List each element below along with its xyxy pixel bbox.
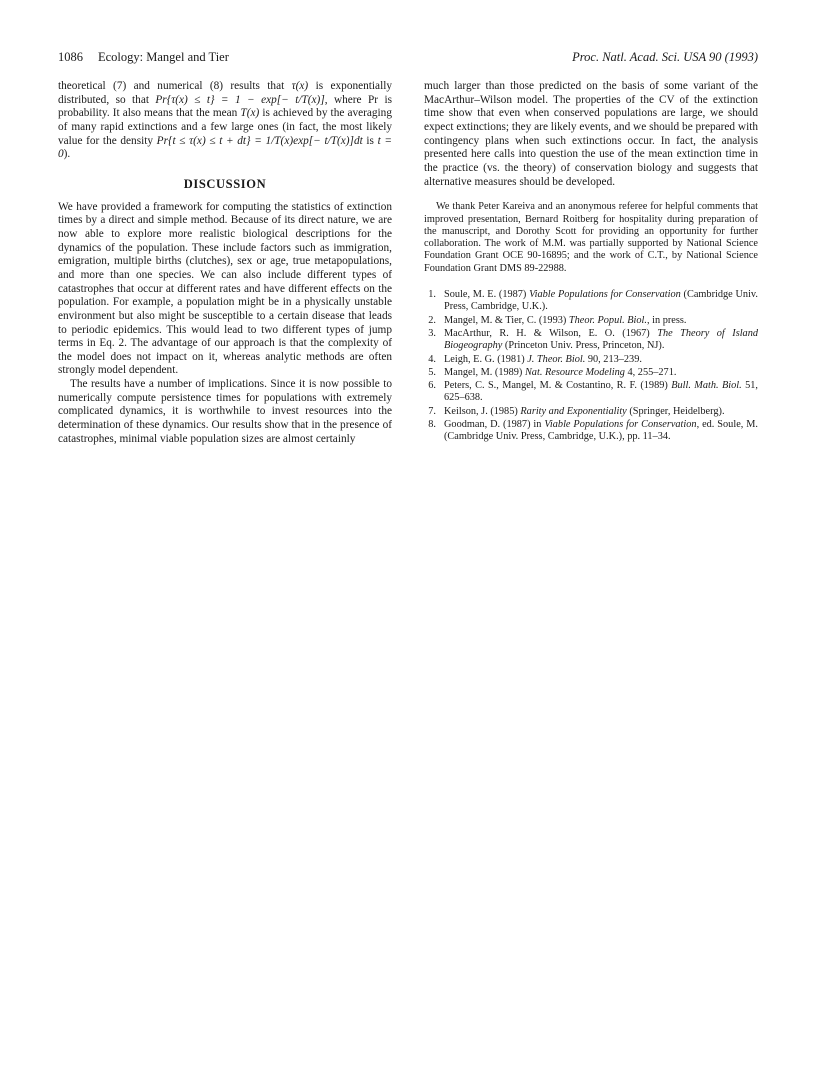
math-density: Pr{t ≤ τ(x) ≤ t + dt} = 1/T(x)exp[− t/T(x)]dt — [156, 134, 363, 147]
right-column — [424, 80, 758, 445]
math-tau: τ(x) — [291, 80, 309, 92]
implications-paragraph: The results have a number of implications. Since it is now possible to numerically compute persistence times for populations with extremely complicated dynamics, it is worthwhile to invest resources into the determination of these dynamics. Our results show that in the presence of catastrophes, minimal viable population sizes are almost certainly — [58, 378, 392, 445]
reference-item: 7. Keilson, J. (1985) Rarity and Exponentiality (Springer, Heidelberg). — [428, 405, 725, 417]
page-number: 1086 — [58, 50, 83, 64]
reference-item: 8. Goodman, D. (1987) in Viable Populations for Conservation, ed. Soule, M. (Cambridge Univ. Press, Cambridge, U.K.), pp. 11–34. — [428, 419, 758, 443]
reference-item: 6. Peters, C. S., Mangel, M. & Costantino, R. F. (1989) Bull. Math. Biol. 51, 625–638. — [428, 380, 758, 404]
discussion-heading: DISCUSSION — [183, 176, 267, 191]
reference-item: 1. Soule, M. E. (1987) Viable Populations for Conservation (Cambridge Univ. Press, Cambridge, U.K.). — [428, 289, 758, 313]
acknowledgments: We thank Peter Kareiva and an anonymous referee for helpful comments that improved presentation, Bernard Roitberg for hospitality during preparation of the manuscript, and Dorothy Scott for providing an opportunity for further collaboration. The work of M.M. was partially supported by National Science Foundation Grant OCE 90-16895; and the work of C.T., by National Science Foundation Grant DMS 89-22988. — [424, 201, 758, 274]
reference-item: 4. Leigh, E. G. (1981) J. Theor. Biol. 90, 213–239. — [428, 353, 642, 365]
continuation-paragraph: much larger than those predicted on the basis of some variant of the MacArthur–Wilson model. The properties of the CV of the extinction time show that even when conserved populations are large, we should expect extinctions; they are likely events, and we should be prepared with contingency plans when such extinctions occur. In fact, the analysis presented here calls into question the use of the mean extinction time in the practice (vs. the theory) of conservation biology and suggests that alternative measures should be developed. — [424, 80, 758, 188]
journal-citation: Proc. Natl. Acad. Sci. USA 90 (1993) — [572, 50, 758, 64]
section-title: Ecology: Mangel and Tier — [98, 50, 229, 64]
reference-item: 5. Mangel, M. (1989) Nat. Resource Modeling 4, 255–271. — [428, 366, 677, 378]
reference-item: 3. MacArthur, R. H. & Wilson, E. O. (1967) The Theory of Island Biogeography (Princeton Univ. Press, Princeton, NJ). — [428, 327, 759, 352]
reference-list — [424, 289, 758, 444]
reference-item: 2. Mangel, M. & Tier, C. (1993) Theor. Popul. Biol., in press. — [428, 314, 687, 326]
discussion-paragraph: We have provided a framework for computing the statistics of extinction times by a direct and simple method. Because of its direct nature, we are now able to explore more realistic biological descriptions for the dynamics of the population. These include factors such as immigration, emigration, multiple births (clutches), sex or age, true metapopulations, and more than one species. We can also include different types of catastrophes that occur at different rates and have different effects on the population. For example, a population might be in a physically unstable environment but also might be susceptible to a certain disease that leads to periodic epidemics. This would lead to two different types of jump terms in Eq. 2. The advantage of our approach is that the complexity of the model does not impact on it, whereas analytic methods are often strongly model dependent. — [58, 200, 392, 377]
page-header — [58, 50, 758, 66]
math-t-zero: t = 0 — [58, 134, 392, 161]
math-cdf: Pr{τ(x) ≤ t} = 1 − exp[− t/T(x)] — [155, 93, 325, 106]
left-column — [58, 80, 392, 446]
intro-paragraph: theoretical (7) and numerical (8) results that τ(x) is exponentially distributed, so that Pr{τ(x) ≤ t} = 1 − exp[− t/T(x)], where Pr is probability. It also means that the mean T(x) is achieved by the averaging of many rapid extinctions and a few large ones (in fact, the most likely value for the density Pr{t ≤ τ(x) ≤ t + dt} = 1/T(x)exp[− t/T(x)]dt is t = 0). — [58, 80, 392, 161]
math-mean: T(x) — [240, 107, 260, 120]
